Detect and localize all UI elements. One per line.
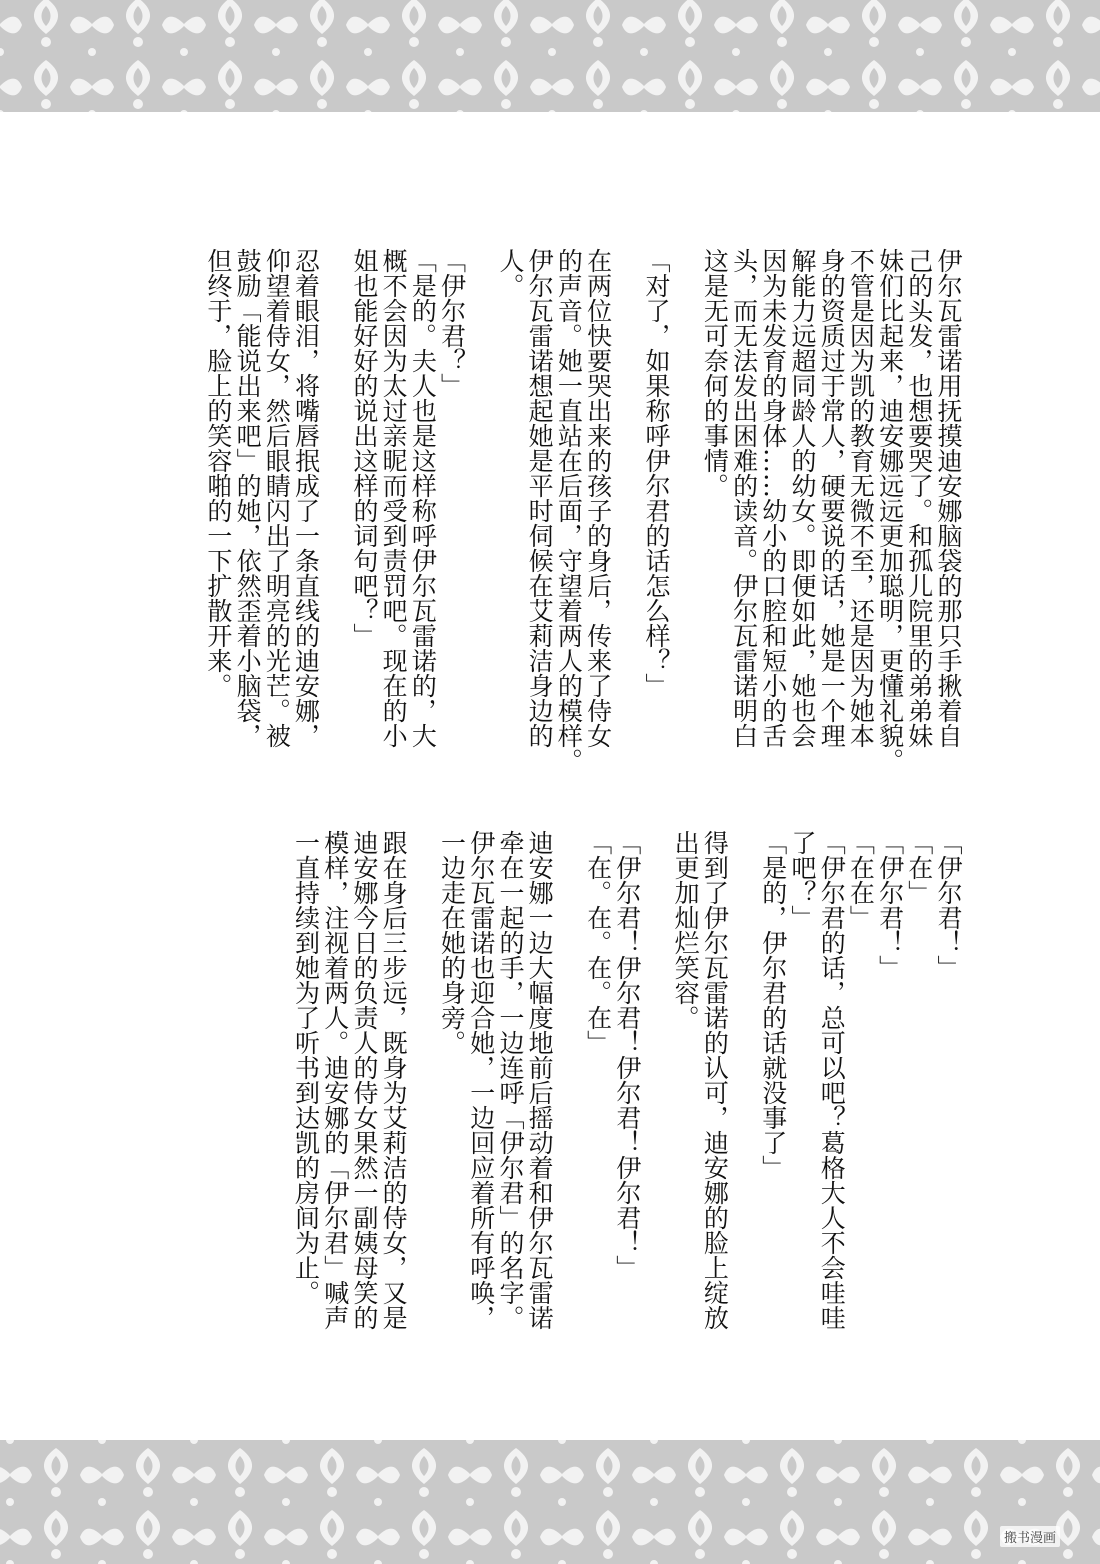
text-line: 解能力远超同龄人的幼女。即便如此，她也会 xyxy=(787,248,817,748)
text-line: 模样，注视着两人。迪安娜的「伊尔君」喊声 xyxy=(320,830,350,1330)
paragraph-gap xyxy=(467,248,496,718)
text-line: 但终于，脸上的笑容啪的一下扩散开来。 xyxy=(203,248,233,698)
paragraph-gap xyxy=(408,830,437,1350)
text-line: 伊尔瓦雷诺用抚摸迪安娜脑袋的那只手揪着自 xyxy=(934,248,963,748)
text-line: 伊尔瓦雷诺也迎合她，一边回应着所有呼唤， xyxy=(466,830,496,1330)
text-line: 迪安娜今日的负责人的侍女果然一副姨母笑的 xyxy=(349,830,379,1330)
lower-text-block xyxy=(291,830,963,1350)
watermark-label: 搬书漫画 xyxy=(1000,1526,1060,1547)
text-line: 身的资质过于常人，硬要说的话，她是一个理 xyxy=(817,248,847,748)
paragraph-gap xyxy=(729,830,758,1350)
text-line: 迪安娜一边大幅度地前后摇动着和伊尔瓦雷诺 xyxy=(525,830,555,1330)
text-line: 妹们比起来，迪安娜远远更加聪明，更懂礼貌。 xyxy=(875,248,905,773)
text-line: 跟在身后三步远，既身为艾莉洁的侍女，又是 xyxy=(379,830,409,1330)
top-damask-border xyxy=(0,0,1100,112)
text-line: 因为未发育的身体……幼小的口腔和短小的舌 xyxy=(758,248,788,748)
text-line: 「伊尔君！」 xyxy=(875,830,905,980)
text-line: 得到了伊尔瓦雷诺的认可，迪安娜的脸上绽放 xyxy=(700,830,730,1330)
text-line: 仰望着侍女，然后眼睛闪出了明亮的光芒。被 xyxy=(262,248,292,748)
bottom-damask-border xyxy=(0,1440,1100,1564)
paragraph-gap xyxy=(671,248,700,718)
text-line: 「在在」 xyxy=(846,830,876,930)
text-line: 的声音。她一直站在后面，守望着两人的模样。 xyxy=(554,248,584,773)
text-line: 「伊尔君！伊尔君！伊尔君！伊尔君！」 xyxy=(612,830,642,1280)
top-damask-pattern xyxy=(0,0,1100,112)
text-line: 「伊尔君！」 xyxy=(934,830,963,980)
text-line: 牵在一起的手，一边连呼「伊尔君」的名字。 xyxy=(495,830,525,1330)
text-line: 忍着眼泪，将嘴唇抿成了一条直线的迪安娜， xyxy=(291,248,321,748)
paragraph-gap xyxy=(321,248,350,718)
text-line: 不管是因为凯的教育无微不至，还是因为她本 xyxy=(846,248,876,748)
text-line: 「是的，伊尔君的话就没事了」 xyxy=(758,830,788,1180)
text-line: 己的头发，也想要哭了。和孤儿院里的弟弟妹 xyxy=(904,248,934,748)
text-line: 鼓励「能说出来吧」的她，依然歪着小脑袋， xyxy=(233,248,263,748)
text-line: 伊尔瓦雷诺想起她是平时伺候在艾莉洁身边的 xyxy=(525,248,555,748)
text-line: 「是的。夫人也是这样称呼伊尔瓦雷诺的，大 xyxy=(408,248,438,748)
text-line: 一直持续到她为了听书到达凯的房间为止。 xyxy=(291,830,321,1305)
text-line: 在两位快要哭出来的孩子的身后，传来了侍女 xyxy=(583,248,613,748)
paragraph-gap xyxy=(642,830,671,1350)
paragraph-gap xyxy=(613,248,642,718)
text-line: 「在。在。在。在」 xyxy=(583,830,613,1055)
paragraph-gap xyxy=(554,830,583,1350)
text-line: 这是无可奈何的事情。 xyxy=(700,248,730,498)
text-line: 「伊尔君？」 xyxy=(437,248,467,398)
text-line: 「对了，如果称呼伊尔君的话怎么样？」 xyxy=(641,248,671,698)
text-line: 概不会因为太过亲昵而受到责罚吧。现在的小 xyxy=(379,248,409,748)
text-line: 头，而无法发出困难的读音。伊尔瓦雷诺明白 xyxy=(729,248,759,748)
text-line: 了吧？」 xyxy=(787,830,817,930)
text-line: 姐也能好好的说出这样的词句吧？」 xyxy=(349,248,379,648)
text-line: 人。 xyxy=(495,248,525,298)
bottom-damask-pattern xyxy=(0,1440,1100,1564)
text-line: 一边走在她的身旁。 xyxy=(437,830,467,1055)
upper-text-block xyxy=(203,248,963,773)
text-line: 出更加灿烂笑容。 xyxy=(671,830,701,1030)
text-line: 「在」 xyxy=(904,830,934,905)
text-line: 「伊尔君的话，总可以吧？葛格大人不会哇哇 xyxy=(817,830,847,1330)
